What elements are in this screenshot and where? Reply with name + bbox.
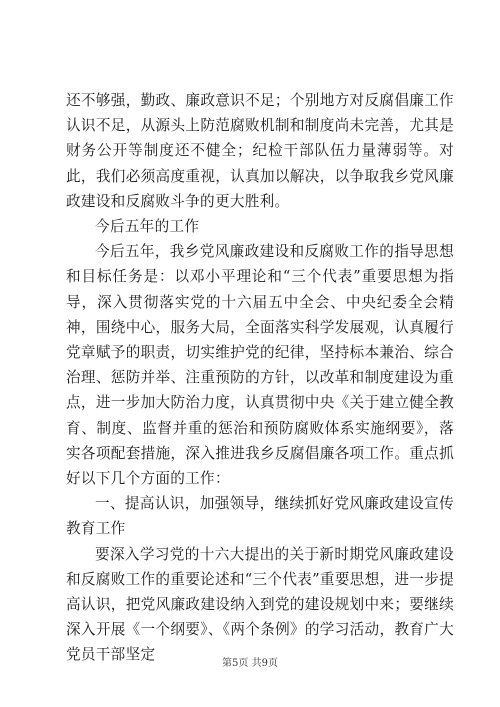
subheading-improve-awareness: 一、提高认识，加强领导，继续抓好党风廉政建设宣传教育工作 [66,495,454,538]
section-heading-future-work: 今后五年的工作 [95,218,200,236]
paragraph-continuation: 还不够强，勤政、廉政意识不足；个别地方对反腐倡廉工作认识不足，从源头上防范腐败机制和制度尚未完善，尤其是财务公开等制度还不健全；纪检干部队伍力量薄弱等。对此，我们必须高度重视，认真加以解决，以争取我乡党风廉政建设和反腐败斗争的更大胜利。 [66,92,454,210]
paragraph-guiding-ideology: 今后五年，我乡党风廉政建设和反腐败工作的指导思想和目标任务是：以邓小平理论和“三个代表”重要思想为指导，深入贯彻落实党的十六届五中全会、中央纪委全会精神，围绕中心，服务大局，全面落实科学发展观，认真履行党章赋予的职责，切实维护党的纪律，坚持标本兼治、综合治理、惩防并举、注重预防的方针，以改革和制度建设为重点，进一步加大防治力度，认真贯彻中央《关于建立健全教育、制度、监督并重的惩治和预防腐败体系实施纲要》，落实各项配套措施，深入推进我乡反腐倡廉各项工作。重点抓好以下几个方面的工作： [66,243,454,488]
document-body [66,88,454,668]
page-number-footer: 第5页 共9页 [222,658,278,669]
paragraph-study-requirements: 要深入学习党的十六大提出的关于新时期党风廉政建设和反腐败工作的重要论述和“三个代表”重要思想，进一步提高认识，把党风廉政建设纳入到党的建设规划中来；要继续深入开展《一个纲要》、《两个条例》的学习活动，教育广大党员干部坚定 [66,545,454,664]
